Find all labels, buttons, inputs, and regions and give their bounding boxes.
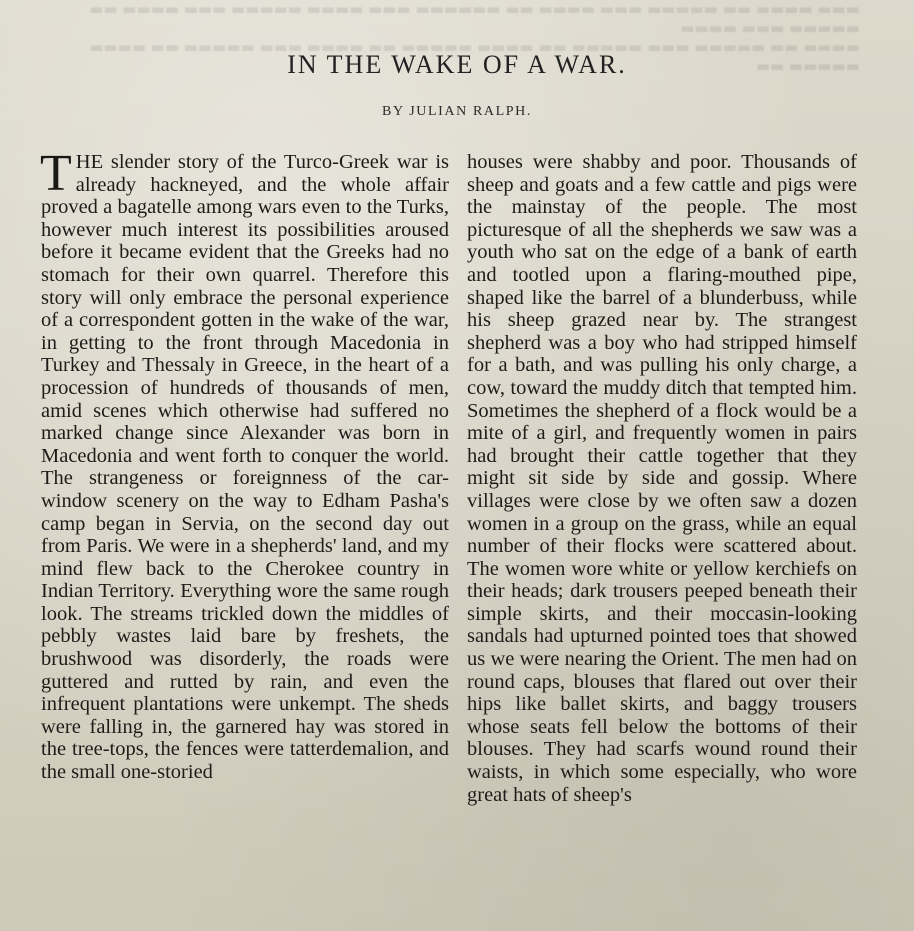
right-column-text: houses were shabby and poor. Thousands of sheep and goats and a few cattle and pigs were the mainstay of the people. The most picturesque of all the shepherds we saw was a youth who sat on the edge of a bank of earth and tootled upon a flaring-mouthed pipe, shaped like the barrel of a blunderbuss, while his sheep grazed near by. The strangest shepherd was a boy who had stripped himself for a bath, and was pulling his only charge, a cow, toward the muddy ditch that tempted him. Sometimes the shepherd of a flock would be a mite of a girl, and frequently women in pairs had brought their cattle together that they might sit side by side and gossip. Where villages were close by we often saw a dozen women in a group on the grass, while an equal number of their flocks were scattered about. The women wore white or yellow kerchiefs on their heads; dark trousers peeped beneath their simple skirts, and their moccasin-looking sandals had upturned pointed toes that showed us we were nearing the Orient. The men had on round caps, blouses that flared out over their hips like ballet skirts, and baggy trousers whose seats fell below the bottoms of their blouses. They had scarfs wound round their waists, in which some especially, who wore great hats of sheep's — [467, 151, 857, 806]
left-column-text: HE slender story of the Turco-Greek war is already hackneyed, and the whole affair proved a bagatelle among wars even to the Turks, however much interest its possibilities aroused before it became evident that the Greeks had no stomach for their own quarrel. Therefore this story will only embrace the personal experience of a correspondent gotten in the wake of the war, in getting to the front through Macedonia in Turkey and Thessaly in Greece, in the heart of a procession of hundreds of thousands of men, amid scenes which otherwise had suffered no marked change since Alexander was born in Macedonia and went forth to conquer the world. The strangeness or foreignness of the car-window scenery on the way to Edham Pasha's camp began in Servia, on the second day out from Paris. We were in a shepherds' land, and my mind flew back to the Cherokee country in Indian Territory. Everything wore the same rough look. The streams trickled down the middles of pebbly wastes laid bare by freshets, the brushwood was disorderly, the roads were guttered and rutted by rain, and even the infrequent plantations were unkempt. The sheds were falling in, the garnered hay was stored in the tree-tops, the fences were tatterdemalion, and the small one-storied — [41, 151, 449, 784]
show-through-texture: ▬▬▬ ▬▬▬▬ ▬▬ ▬▬▬▬▬ ▬▬▬ ▬▬▬▬ ▬▬ ▬▬▬▬▬▬ ▬▬▬ ▬▬▬▬ ▬▬▬▬▬ ▬▬▬ ▬▬▬▬ ▬▬ ▬▬▬▬▬ ▬▬▬ ▬▬▬▬ ▬▬▬▬ ▬▬ ▬▬▬▬▬ ▬▬▬ ▬▬▬▬▬ ▬▬ ▬▬▬▬ ▬▬▬▬▬ ▬▬ ▬▬▬▬ ▬▬▬ ▬▬▬▬▬ ▬▬ ▬▬▬▬ ▬▬▬▬▬ ▬▬ — [89, 0, 860, 75]
text-column-left — [40, 145, 449, 784]
article-title: IN THE WAKE OF A WAR. — [287, 50, 627, 79]
article-byline: BY JULIAN RALPH. — [382, 104, 532, 119]
text-column-right — [467, 151, 857, 806]
drop-cap: T — [40, 145, 72, 202]
